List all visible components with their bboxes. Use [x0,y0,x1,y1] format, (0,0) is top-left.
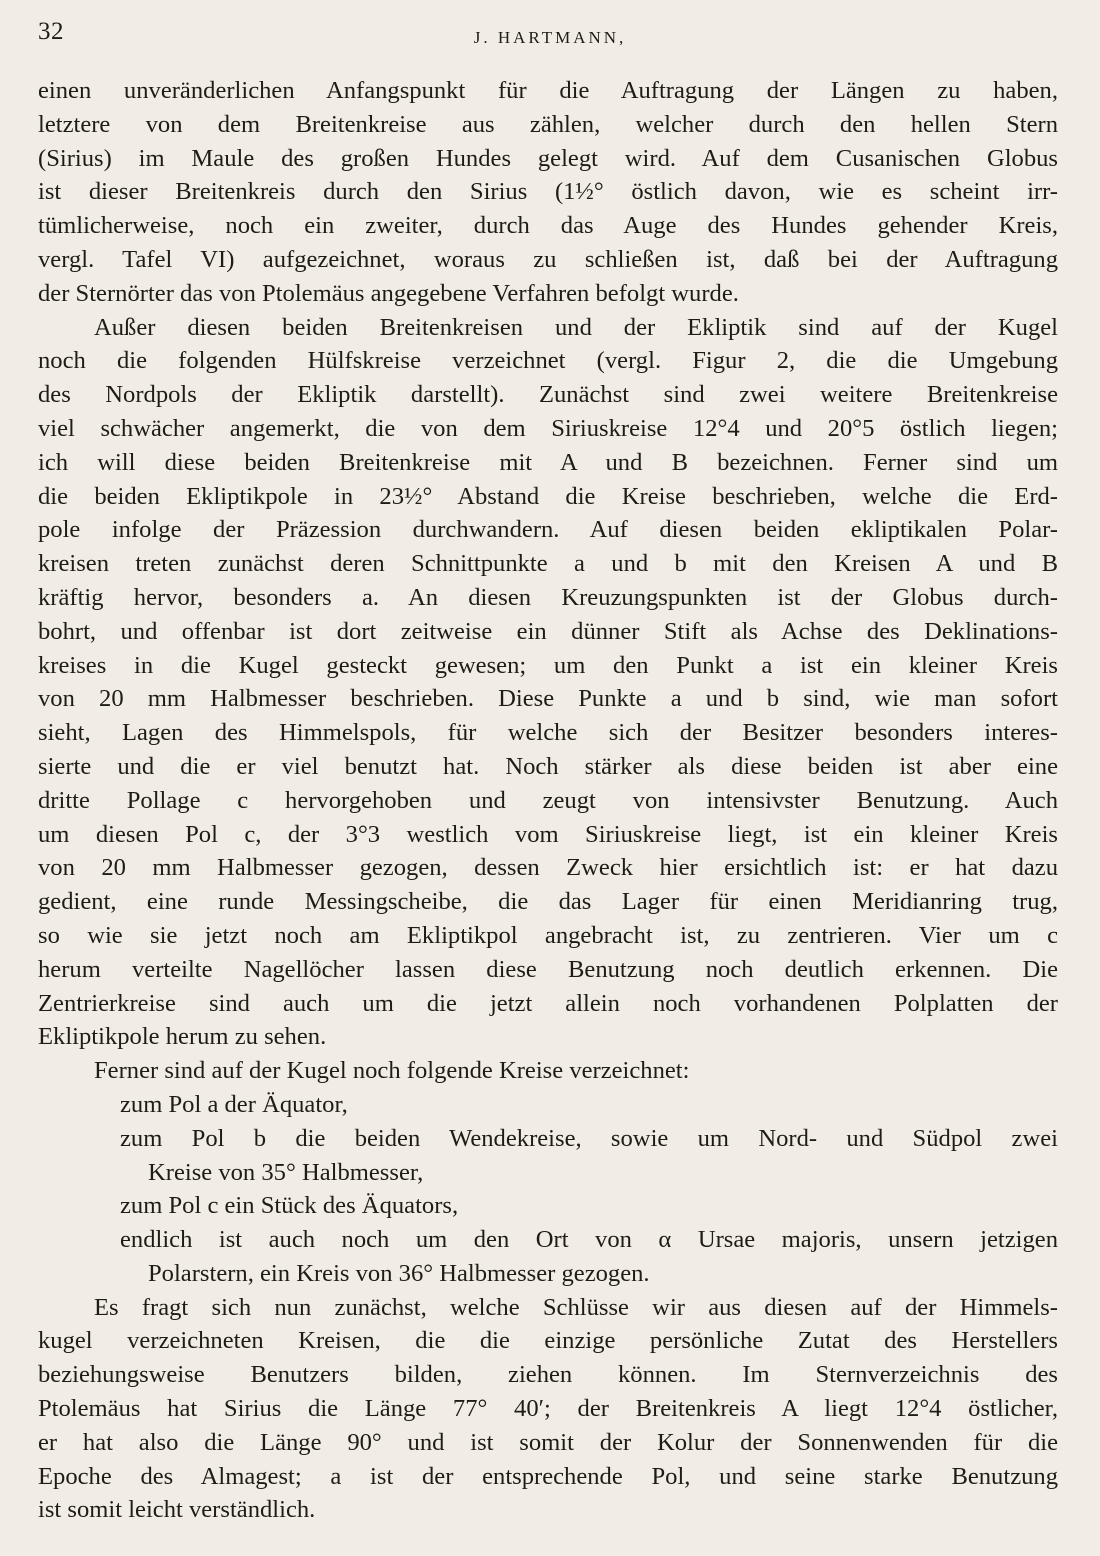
text-line: Ptolemäus hat Sirius die Länge 77° 40′; der Breitenkreis A liegt 12°4 östlicher, [38,1395,1058,1423]
text-line: pole infolge der Präzession durchwandern. Auf diesen beiden ekliptikalen Polar- [38,516,1058,544]
text-line: letztere von dem Breitenkreise aus zählen, welcher durch den hellen Stern [38,110,1058,138]
body-text [38,74,1058,1527]
text-line: kugel verzeichneten Kreisen, die die einzige persönliche Zutat des Herstellers [38,1327,1058,1355]
text-line: kreisen treten zunächst deren Schnittpunkte a und b mit den Kreisen A und B [38,550,1058,578]
text-line: Ekliptikpole herum zu sehen. [38,1023,327,1051]
text-line: sieht, Lagen des Himmelspols, für welche sich der Besitzer besonders interes- [38,719,1058,747]
text-line: die beiden Ekliptikpole in 23½° Abstand die Kreise beschrieben, welche die Erd- [38,482,1058,510]
text-line: um diesen Pol c, der 3°3 westlich vom Siriuskreise liegt, ist ein kleiner Kreis [38,820,1058,848]
text-line: dritte Pollage c hervorgehoben und zeugt von intensivster Benutzung. Auch [38,786,1058,814]
text-line: von 20 mm Halbmesser beschrieben. Diese Punkte a und b sind, wie man sofort [38,685,1058,713]
text-line: tümlicherweise, noch ein zweiter, durch das Auge des Hundes gehender Kreis, [38,212,1058,240]
text-line: ist dieser Breitenkreis durch den Sirius (1½° östlich davon, wie es scheint irr- [38,178,1058,206]
text-line: der Sternörter das von Ptolemäus angegebene Verfahren befolgt wurde. [38,279,739,307]
text-line: beziehungsweise Benutzers bilden, ziehen können. Im Sternverzeichnis des [38,1361,1058,1389]
page-header [38,18,1062,52]
text-line: Ferner sind auf der Kugel noch folgende Kreise verzeichnet: [94,1057,690,1085]
list-line: endlich ist auch noch um den Ort von α Ursae majoris, unsern jetzigen [120,1226,1058,1254]
list-line: zum Pol a der Äquator, [120,1090,348,1118]
text-line: noch die folgenden Hülfskreise verzeichnet (vergl. Figur 2, die die Umgebung [38,347,1058,375]
text-line: Außer diesen beiden Breitenkreisen und der Ekliptik sind auf der Kugel [94,313,1058,341]
running-head: J. HARTMANN, [473,28,627,47]
list-line: zum Pol c ein Stück des Äquators, [120,1192,459,1220]
text-line: des Nordpols der Ekliptik darstellt). Zunächst sind zwei weitere Breitenkreise [38,381,1058,409]
text-line: kreises in die Kugel gesteckt gewesen; um den Punkt a ist ein kleiner Kreis [38,651,1058,679]
list-line: Kreise von 35° Halbmesser, [148,1158,424,1186]
text-line: sierte und die er viel benutzt hat. Noch stärker als diese beiden ist aber eine [38,752,1058,780]
list-line: Polarstern, ein Kreis von 36° Halbmesser gezogen. [148,1259,650,1287]
text-line: Epoche des Almagest; a ist der entsprechende Pol, und seine starke Benutzung [38,1462,1058,1490]
list-line: zum Pol b die beiden Wendekreise, sowie um Nord- und Südpol zwei [120,1124,1058,1152]
text-line: (Sirius) im Maule des großen Hundes gelegt wird. Auf dem Cusanischen Globus [38,144,1058,172]
text-line: vergl. Tafel VI) aufgezeichnet, woraus zu schließen ist, daß bei der Auftragung [38,245,1058,273]
text-line: Zentrierkreise sind auch um die jetzt allein noch vorhandenen Polplatten der [38,989,1058,1017]
text-line: ich will diese beiden Breitenkreise mit A und B bezeichnen. Ferner sind um [38,448,1058,476]
text-line: Es fragt sich nun zunächst, welche Schlüsse wir aus diesen auf der Himmels- [94,1293,1058,1321]
text-line: herum verteilte Nagellöcher lassen diese Benutzung noch deutlich erkennen. Die [38,955,1058,983]
text-line: einen unveränderlichen Anfangspunkt für die Auftragung der Längen zu haben, [38,77,1058,104]
text-line: viel schwächer angemerkt, die von dem Siriuskreise 12°4 und 20°5 östlich liegen; [38,414,1058,442]
text-line: ist somit leicht verständlich. [38,1496,316,1524]
page-number: 32 [38,18,64,45]
text-line: bohrt, und offenbar ist dort zeitweise ein dünner Stift als Achse des Deklinations- [38,617,1058,645]
text-line: er hat also die Länge 90° und ist somit der Kolur der Sonnenwenden für die [38,1428,1058,1456]
text-line: gedient, eine runde Messingscheibe, die das Lager für einen Meridianring trug, [38,888,1058,916]
text-line: so wie sie jetzt noch am Ekliptikpol angebracht ist, zu zentrieren. Vier um c [38,921,1058,949]
text-line: kräftig hervor, besonders a. An diesen Kreuzungspunkten ist der Globus durch- [38,583,1058,611]
text-line: von 20 mm Halbmesser gezogen, dessen Zweck hier ersichtlich ist: er hat dazu [38,854,1058,882]
